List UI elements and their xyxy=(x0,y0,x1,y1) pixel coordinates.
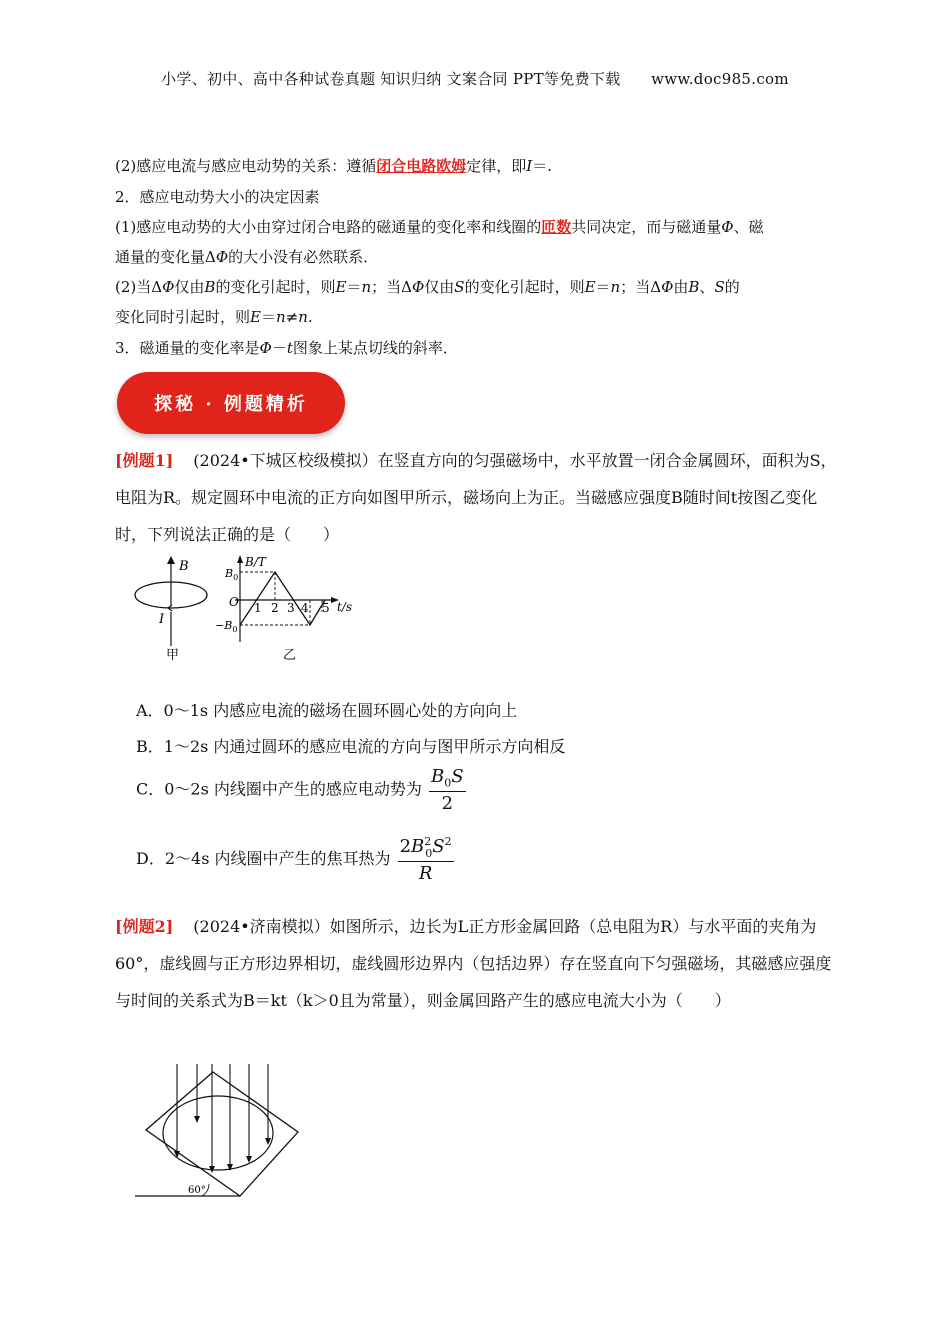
tick-5: 5 xyxy=(322,601,330,615)
note-line-7: 3．磁通量的变化率是Φ－t图象上某点切线的斜率． xyxy=(115,339,458,357)
field-arrow-icon xyxy=(167,556,175,564)
tick-4: 4 xyxy=(301,601,309,615)
example-1-figure xyxy=(125,550,365,670)
note-line-2: 2．感应电动势大小的决定因素 xyxy=(115,188,320,206)
angle-label: 60° xyxy=(188,1185,206,1196)
example-1-option-d[interactable]: D．2～4s 内线圈中产生的焦耳热为 $\frac{2B^2_0S^2}{R}$ xyxy=(136,835,452,884)
note-line-4: 通量的变化量ΔΦ的大小没有必然联系． xyxy=(115,248,379,266)
y-axis-arrow-icon xyxy=(237,555,243,563)
tick-3: 3 xyxy=(287,601,295,615)
example-1-option-b[interactable]: B．1～2s 内通过圆环的感应电流的方向与图甲所示方向相反 xyxy=(136,737,566,756)
example-2-question: [例题2] (2024•济南模拟）如图所示，边长为L正方形金属回路（总电阻为R）与水平面的夹角为60°，虚线圆与正方形边界相切，虚线圆形边界内（包括边界）存在竖直向下匀强磁场，其磁感应强度与时间的关系式为B＝kt（k＞0且为常量），则金属回路产生的感应电流大小为（ ） xyxy=(115,917,832,1010)
origin-label: O xyxy=(229,595,239,609)
bt-graph xyxy=(215,555,352,663)
down-arrow-icon xyxy=(174,1151,180,1158)
neg-b0-label: $-B_0$ xyxy=(215,619,238,634)
ring-diagram xyxy=(135,556,207,663)
example-2-figure xyxy=(130,1058,310,1203)
field-lines xyxy=(177,1064,268,1168)
down-arrow-icon xyxy=(194,1116,200,1123)
b-label: B xyxy=(179,559,189,574)
example-1-option-a[interactable]: A．0～1s 内感应电流的磁场在圆环圆心处的方向向上 xyxy=(136,701,518,720)
bt-curve xyxy=(240,572,325,625)
note-line-5: (2)当ΔΦ仅由B的变化引起时，则E＝n；当ΔΦ仅由S的变化引起时，则E＝n；当ΔΦ由B、S的 xyxy=(115,278,740,296)
example-2-tag: [例题2] xyxy=(115,917,174,936)
field-circle xyxy=(163,1096,273,1170)
option-d-fraction: $\frac{2B^2_0S^2}{R}$ xyxy=(399,835,452,884)
square-loop xyxy=(146,1072,298,1196)
page-header: 小学、初中、高中各种试卷真题 知识归纳 文案合同 PPT等免费下载 www.doc985.com xyxy=(161,70,789,88)
section-banner: 探秘 · 例题精析 xyxy=(117,372,345,434)
keyword-ohm-law: 闭合电路欧姆 xyxy=(376,157,467,175)
x-axis-label: t/s xyxy=(337,600,353,614)
keyword-turns: 匝数 xyxy=(541,218,572,236)
caption-yi: 乙 xyxy=(283,648,297,663)
note-line-1: (2)感应电流与感应电动势的关系：遵循闭合电路欧姆定律，即I＝. xyxy=(115,157,552,175)
example-1-tag: [例题1] xyxy=(115,451,174,470)
note-line-6: 变化同时引起时，则E＝n≠n. xyxy=(115,308,313,326)
i-label: I xyxy=(159,612,165,627)
caption-jia: 甲 xyxy=(166,648,180,663)
current-arrow-icon xyxy=(168,605,177,611)
pos-b0-label: $B_0$ xyxy=(225,567,239,582)
y-axis-label: B/T xyxy=(245,555,266,569)
example-1-option-c[interactable]: C．0～2s 内线圈中产生的感应电动势为 $\frac{B_0S}{2}$ xyxy=(136,766,464,814)
example-1-question: [例题1] (2024•下城区校级模拟）在竖直方向的匀强磁场中，水平放置一闭合金属圆环，面积为S，电阻为R。规定圆环中电流的正方向如图甲所示，磁场向上为正。当磁感应强度B随时间t按图乙变化时，下列说法正确的是（ ） xyxy=(115,451,837,544)
tick-1: 1 xyxy=(254,601,262,615)
option-c-fraction: $\frac{B_0S}{2}$ xyxy=(431,766,464,814)
note-line-3: (1)感应电动势的大小由穿过闭合电路的磁通量的变化率和线圈的匝数共同决定，而与磁通量Φ、磁 xyxy=(115,218,764,236)
tick-2: 2 xyxy=(271,601,279,615)
